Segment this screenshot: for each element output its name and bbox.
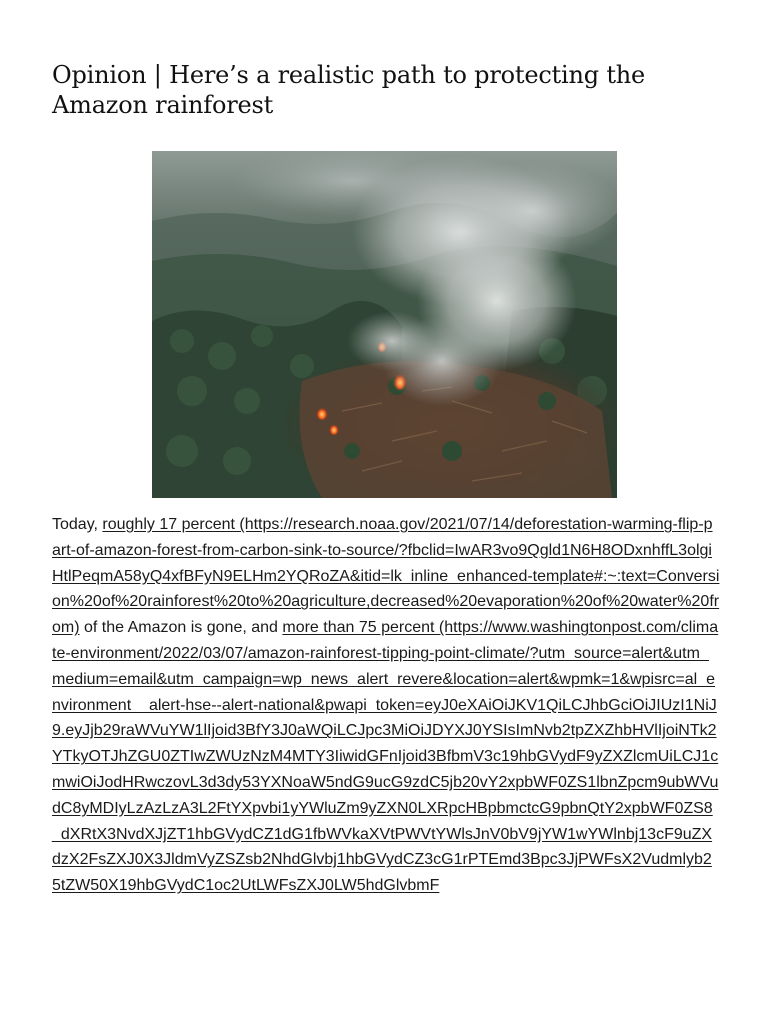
paragraph-intro-text: Today, — [52, 516, 103, 533]
article-paragraph — [52, 512, 720, 899]
article-photo — [152, 151, 617, 498]
paragraph-middle-text: of the Amazon is gone, and — [79, 619, 283, 637]
washington-post-tipping-point-link[interactable]: more than 75 percent (https://www.washingtonpost.com/climate-environment/2022/03/07/amazon-rainforest-tipping-point-climate/?utm_source=alert&utm_medium=email&utm_campaign=wp_news_alert_revere&location=alert&wpmk=1&wpisrc=al_environment__alert-hse--alert-national&pwapi_token=eyJ0eXAiOiJKV1QiLCJhbGciOiJIUzI1NiJ9.eyJjb29raWVuYW1lIjoid3BfY3J0aWQiLCJpc3MiOiJDYXJ0YSIsImNvb2tpZXZhbHVlIjoiNTk2YTkyOTJhZGU0ZTIwZWUzNzM4MTY3IiwidGFnIjoid3BfbmV3c19hbGVydF9yZXZlcmUiLCJ1cmwiOiJodHRwczovL3d3dy53YXNoaW5ndG9ucG9zdC5jb20vY2xpbWF0ZS1lbnZpcm9ubWVudC8yMDIyLzAzLzA3L2FtYXpvbi1yYWluZm9yZXN0LXRpcHBpbmctcG9pbnQtY2xpbWF0ZS8_dXRtX3NvdXJjZT1hbGVydCZ1dG1fbWVkaXVtPWVtYWlsJnV0bV9jYW1wYWlnbj13cF9uZXdzX2FsZXJ0X3JldmVyZSZsb2NhdGlvbj1hbGVydCZ3cG1rPTEmd3Bpc3JjPWFsX2Vudmlyb25tZW50X19hbGVydC1oc2UtLWFsZXJ0LW5hdGlvbmF — [52, 619, 719, 895]
article-headline: Opinion | Here’s a realistic path to protecting the Amazon rainforest — [52, 61, 646, 119]
amazon-fire-photo — [152, 151, 617, 498]
noaa-deforestation-link[interactable]: roughly 17 percent (https://research.noaa.gov/2021/07/14/deforestation-warming-flip-part-of-amazon-forest-from-carbon-sink-to-source/?fbclid=IwAR3vo9Qgld1N6H8ODxnhffL3olgiHtlPeqmA58yQ4xfBFyN9ELHm2YQRoZA&itid=lk_inline_enhanced-template#:~:text=Conversion%20of%20rainforest%20to%20agriculture,decreased%20evaporation%20of%20water%20from) — [52, 516, 720, 637]
